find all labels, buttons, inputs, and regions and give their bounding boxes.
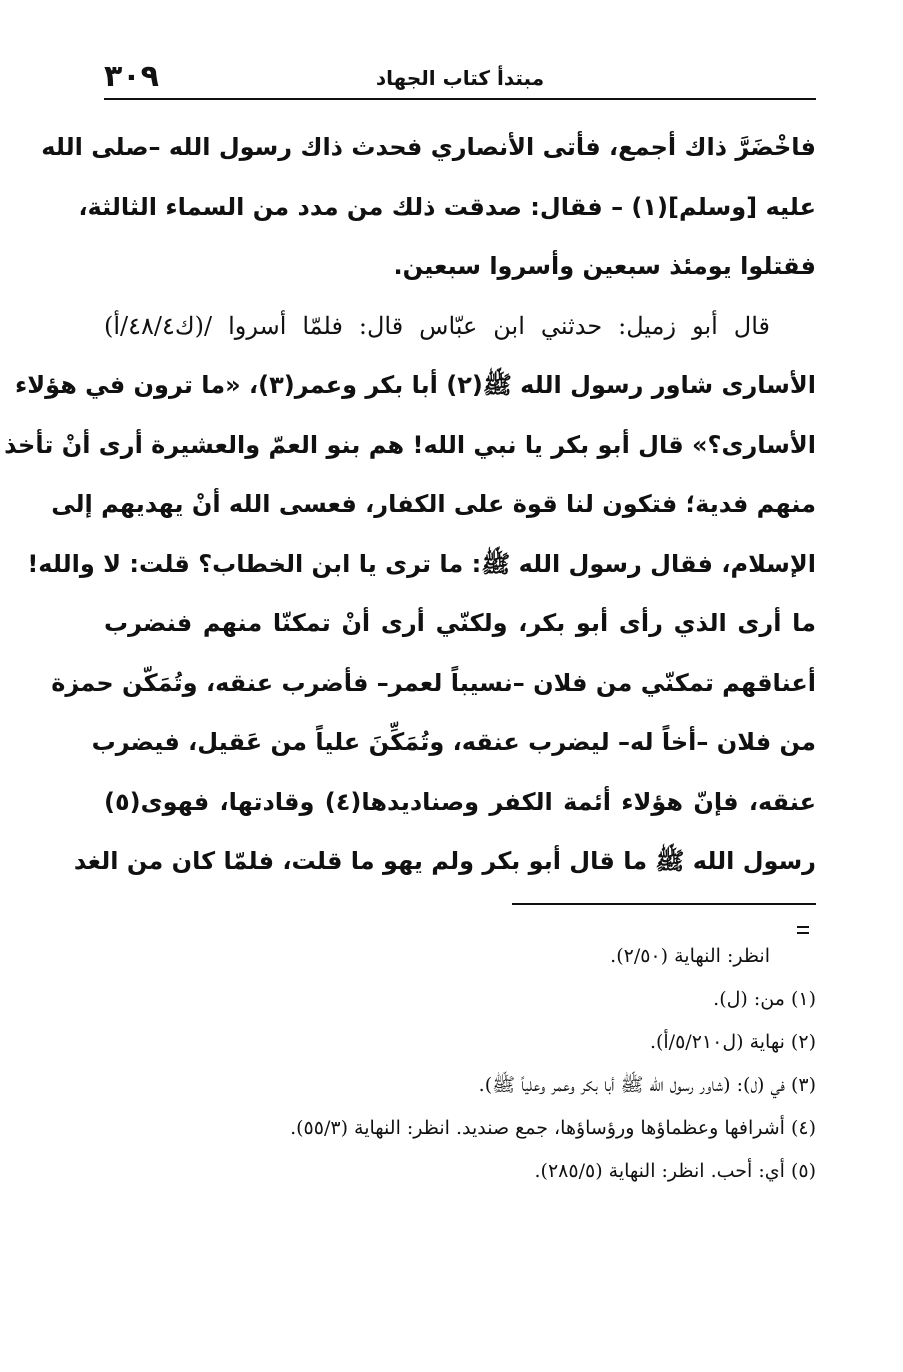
- footnote: (٤) أشرافها وعظماؤها ورؤساؤها، جمع صنديد. انظر: النهاية (٥٥/٣).: [290, 1117, 816, 1139]
- text-line: منهم فدية؛ فتكون لنا قوة على الكفار، فعسى الله أنْ يهديهم إلى: [51, 490, 816, 518]
- text-line: قال أبو زميل: حدثني ابن عبّاس قال: فلمّا أسروا /(ك٤٨/٤/أ): [104, 311, 770, 340]
- footnotes: [200, 935, 816, 1193]
- text-line: الأسارى؟» قال أبو بكر يا نبي الله! هم بنو العمّ والعشيرة أرى أنْ تأخذ: [4, 430, 816, 459]
- footnote: (٥) أي: أحب. انظر: النهاية (٢٨٥/٥).: [534, 1160, 816, 1182]
- text-line: عليه [وسلم](١) – فقال: صدقت ذلك من مدد من السماء الثالثة،: [78, 192, 816, 221]
- text-line: فقتلوا يومئذ سبعين وأسروا سبعين.: [393, 252, 816, 280]
- text-line: الأسارى شاور رسول الله ﷺ(٢) أبا بكر وعمر(٣)، «ما ترون في هؤلاء: [15, 371, 816, 399]
- footnote-separator: [512, 903, 816, 905]
- text-line: أعناقهم تمكنّي من فلان –نسيباً لعمر– فأضرب عنقه، وتُمَكّن حمزة: [51, 668, 816, 697]
- text-line: من فلان –أخاً له– ليضرب عنقه، وتُمَكِّنَ علياً من عَقيل، فيضرب: [91, 728, 816, 756]
- main-text: [4, 118, 817, 892]
- page-header: [104, 58, 816, 102]
- continuation-mark: [797, 926, 809, 934]
- header-rule: [104, 98, 816, 100]
- text-line: رسول الله ﷺ ما قال أبو بكر ولم يهو ما قلت، فلمّا كان من الغد: [73, 847, 816, 875]
- text-line: ما أرى الذي رأى أبو بكر، ولكنّي أرى أنْ تمكنّا منهم فنضرب: [104, 609, 816, 637]
- running-title: مبتدأ كتاب الجهاد: [375, 66, 545, 90]
- text-line: فاخْضَرَّ ذاك أجمع، فأتى الأنصاري فحدث ذاك رسول الله –صلى الله: [41, 133, 816, 161]
- footnote: (٢) نهاية (ل٥/٢١٠/أ).: [649, 1031, 816, 1053]
- text-line: عنقه، فإنّ هؤلاء أئمة الكفر وصناديدها(٤) وقادتها، فهوى(٥): [104, 787, 817, 816]
- page-number: ٣٠٩: [104, 59, 159, 94]
- footnote: (٣) في (ل): (شاور رسول الله ﷺ أبا بكر وعمر وعلياً ﷺ).: [478, 1074, 816, 1096]
- footnote-continuation: انظر: النهاية (٢/٥٠).: [610, 945, 770, 967]
- footnote: (١) من: (ل).: [713, 988, 816, 1010]
- text-line: الإسلام، فقال رسول الله ﷺ: ما ترى يا ابن الخطاب؟ قلت: لا والله!: [27, 549, 816, 578]
